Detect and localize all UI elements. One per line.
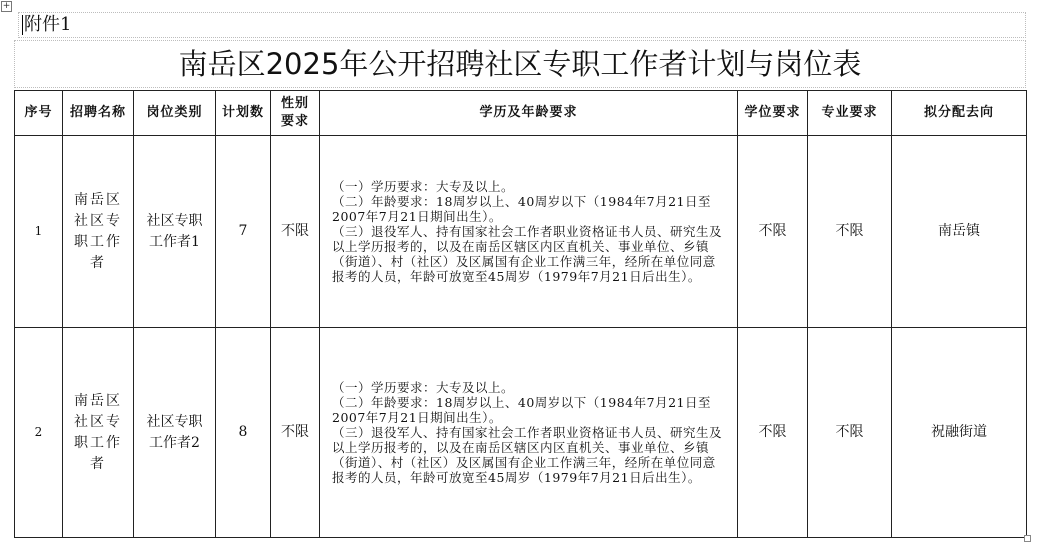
header-row bbox=[15, 91, 1027, 136]
cell-major[interactable]: 不限 bbox=[808, 328, 892, 538]
table-resize-handle[interactable] bbox=[1024, 535, 1031, 542]
cell-gender[interactable]: 不限 bbox=[271, 328, 320, 538]
requirement-age: （二）年龄要求：18周岁以上、40周岁以下（1984年7月21日至2007年7月21日期间出生）。 bbox=[332, 194, 711, 224]
cell-gender[interactable]: 不限 bbox=[271, 136, 320, 328]
cell-recruit-name[interactable]: 南岳区社区专职工作者 bbox=[63, 136, 134, 328]
header-position-type[interactable]: 岗位类别 bbox=[134, 91, 216, 136]
cell-destination[interactable]: 南岳镇 bbox=[892, 136, 1027, 328]
text-cursor bbox=[22, 15, 23, 35]
table-row bbox=[15, 136, 1027, 328]
cell-plan-count[interactable]: 7 bbox=[216, 136, 271, 328]
requirement-age: （二）年龄要求：18周岁以上、40周岁以下（1984年7月21日至2007年7月21日期间出生）。 bbox=[332, 395, 711, 425]
cell-requirements[interactable] bbox=[320, 328, 738, 538]
requirement-relaxation: （三）退役军人、持有国家社会工作者职业资格证书人员、研究生及以上学历报考的，以及在南岳区辖区内区直机关、事业单位、乡镇（街道）、村（社区）及区属国有企业工作满三年，经所在单位同意报考的人员，年龄可放宽至45周岁（1979年7月21日后出生）。 bbox=[332, 425, 723, 485]
header-major[interactable]: 专业要求 bbox=[808, 91, 892, 136]
table-move-handle[interactable]: + bbox=[2, 1, 11, 11]
cell-recruit-name[interactable]: 南岳区社区专职工作者 bbox=[63, 328, 134, 538]
cell-destination[interactable]: 祝融街道 bbox=[892, 328, 1027, 538]
table-row bbox=[15, 328, 1027, 538]
cell-index[interactable]: 1 bbox=[15, 136, 63, 328]
header-education-age[interactable]: 学历及年龄要求 bbox=[320, 91, 738, 136]
header-degree[interactable]: 学位要求 bbox=[738, 91, 808, 136]
attachment-label[interactable]: 附件1 bbox=[24, 14, 72, 35]
header-destination[interactable]: 拟分配去向 bbox=[892, 91, 1027, 136]
cell-major[interactable]: 不限 bbox=[808, 136, 892, 328]
header-index[interactable]: 序号 bbox=[15, 91, 63, 136]
cell-position-type[interactable]: 社区专职工作者1 bbox=[134, 136, 216, 328]
cell-requirements[interactable] bbox=[320, 136, 738, 328]
page-title[interactable]: 南岳区2025年公开招聘社区专职工作者计划与岗位表 bbox=[178, 47, 862, 81]
cell-position-type[interactable]: 社区专职工作者2 bbox=[134, 328, 216, 538]
header-gender[interactable]: 性别要求 bbox=[271, 91, 320, 136]
requirement-education: （一）学历要求：大专及以上。 bbox=[332, 380, 515, 395]
cell-index[interactable]: 2 bbox=[15, 328, 63, 538]
recruitment-table bbox=[14, 90, 1027, 538]
cell-degree[interactable]: 不限 bbox=[738, 328, 808, 538]
requirement-education: （一）学历要求：大专及以上。 bbox=[332, 179, 515, 194]
header-plan-count[interactable]: 计划数 bbox=[216, 91, 271, 136]
cell-plan-count[interactable]: 8 bbox=[216, 328, 271, 538]
cell-degree[interactable]: 不限 bbox=[738, 136, 808, 328]
attachment-line-box bbox=[18, 12, 1026, 38]
header-recruit-name[interactable]: 招聘名称 bbox=[63, 91, 134, 136]
requirement-relaxation: （三）退役军人、持有国家社会工作者职业资格证书人员、研究生及以上学历报考的，以及在南岳区辖区内区直机关、事业单位、乡镇（街道）、村（社区）及区属国有企业工作满三年，经所在单位同意报考的人员，年龄可放宽至45周岁（1979年7月21日后出生）。 bbox=[332, 224, 723, 284]
